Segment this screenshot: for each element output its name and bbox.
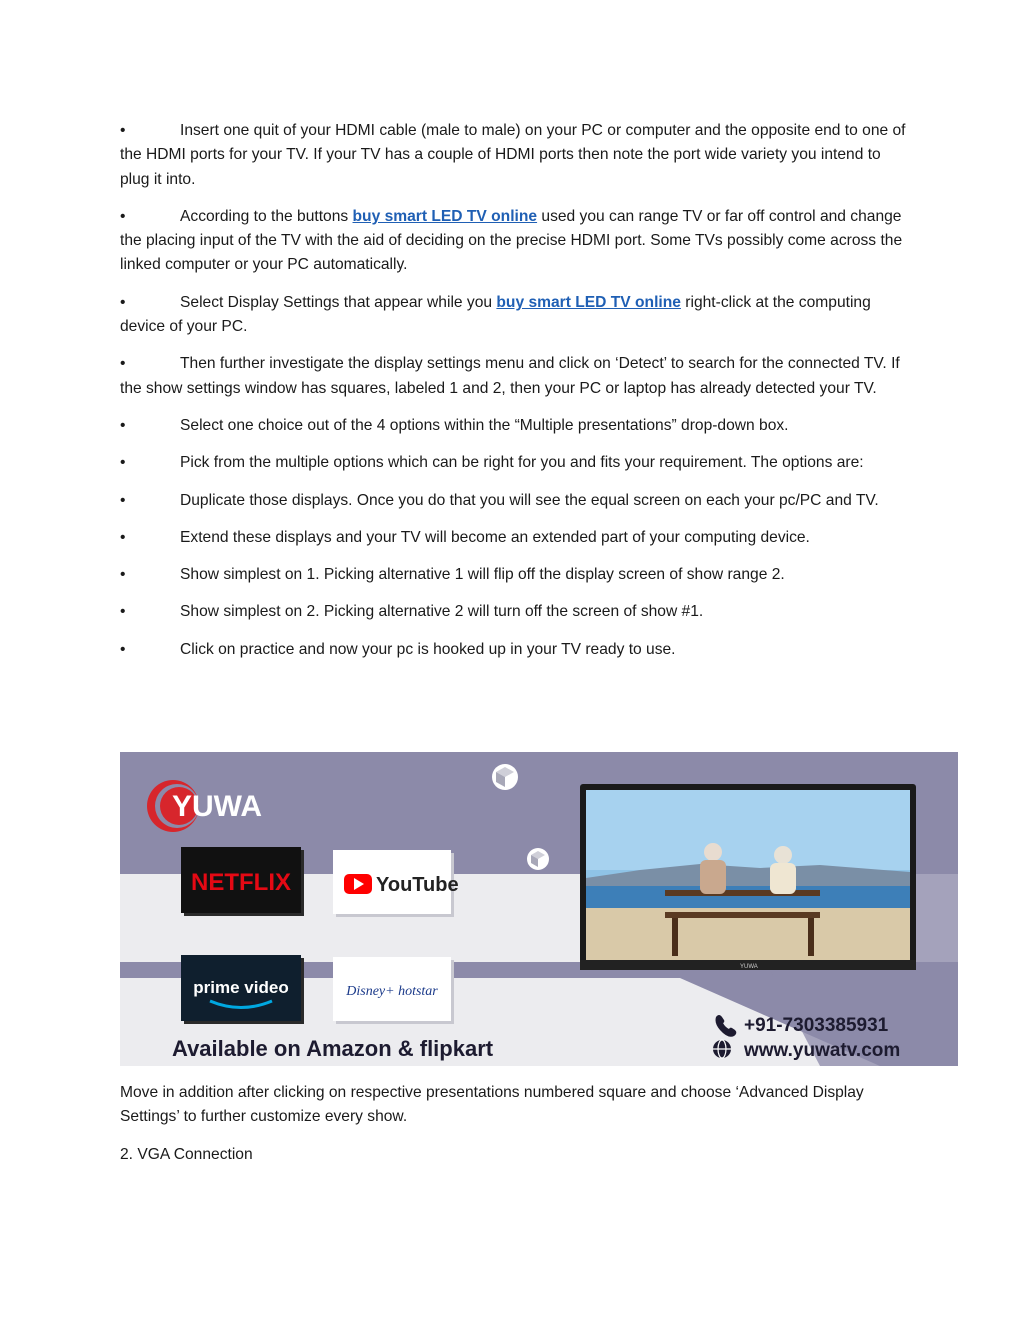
bullet-text: right-click at the computing device of your PC. [120,293,871,336]
after-banner-section [120,1081,910,1180]
bullet-marker: • [120,566,126,584]
bullet-item [120,119,910,192]
bullet-text: Pick from the multiple options which can be right for you and fits your requirement. The options are: [180,454,864,472]
cube-icon [492,764,518,790]
bullet-text: used you can range TV or far off control and change the placing input of the TV with the aid of deciding on the precise HDMI port. Some TVs possibly come across the linked computer or your PC automatically. [120,207,903,274]
prime-video-tile [181,955,304,1024]
bullet-item [120,205,910,278]
bullet-text: Select Display Settings that appear while you [180,293,497,311]
youtube-tile [333,850,459,917]
availability-text: Available on Amazon & flipkart [172,1036,494,1061]
netflix-label: NETFLIX [191,869,291,896]
bullet-marker: • [120,454,126,472]
bullet-item [120,489,910,513]
bullet-item [120,526,910,550]
website-url: www.yuwatv.com [744,1040,901,1061]
bullet-marker: • [120,603,126,621]
bullet-item [120,291,910,340]
bullet-marker: • [120,491,126,509]
bullet-text: Select one choice out of the 4 options within the “Multiple presentations” drop-down box. [180,416,789,434]
prime-video-label: prime video [193,978,289,997]
yuwa-tv-banner [120,752,958,1066]
hotstar-label: Disney+ hotstar [346,984,438,999]
advanced-settings-paragraph: Move in addition after clicking on respective presentations numbered square and choose ‘Advanced Display Settings’ to further customize every show. [120,1084,864,1126]
bullet-text: Click on practice and now your pc is hooked up in your TV ready to use. [180,640,676,658]
section-heading: 2. VGA Connection [120,1145,253,1163]
phone-number: +91-7303385931 [744,1015,889,1036]
bullet-marker: • [120,207,126,225]
document-body [120,119,910,675]
buy-smart-tv-link[interactable]: buy smart LED TV online [352,207,538,225]
bullet-item [120,414,910,438]
cube-icon [527,848,549,870]
brand-text: YUWA [172,790,262,823]
bullet-marker: • [120,122,126,139]
bullet-item [120,638,910,662]
bullet-marker: • [120,293,126,311]
bullet-marker: • [120,355,126,373]
bullet-item [120,600,910,624]
bullet-item [120,563,910,587]
bullet-marker: • [120,416,126,434]
bullet-text: Then further investigate the display settings menu and click on ‘Detect’ to search for the connected TV. If the show settings window has squares, labeled 1 and 2, then your PC or laptop has already detected your TV. [120,355,900,397]
bullet-text: Duplicate those displays. Once you do that you will see the equal screen on each your pc/PC and TV. [180,491,879,509]
bullet-text: Show simplest on 1. Picking alternative 1 will flip off the display screen of show range 2. [180,566,785,584]
bullet-item [120,451,910,475]
hotstar-tile [333,957,454,1024]
bullet-marker: • [120,528,126,546]
tv-illustration [580,784,916,970]
bullet-text: Extend these displays and your TV will become an extended part of your computing device. [180,528,810,546]
buy-smart-tv-link[interactable]: buy smart LED TV online [496,293,681,311]
netflix-tile [181,847,304,916]
bullet-text: According to the buttons [180,207,353,225]
youtube-label: YouTube [376,874,459,896]
bullet-text: Show simplest on 2. Picking alternative 2 will turn off the screen of show #1. [180,603,704,621]
bullet-marker: • [120,640,126,658]
tv-badge: YUWA [740,964,758,970]
bullet-item [120,352,910,401]
bullet-text: Insert one quit of your HDMI cable (male to male) on your PC or computer and the opposite end to one of the HDMI ports for your TV. If your TV has a couple of HDMI ports then note the port wide variety you intend to plug it into. [120,122,906,188]
